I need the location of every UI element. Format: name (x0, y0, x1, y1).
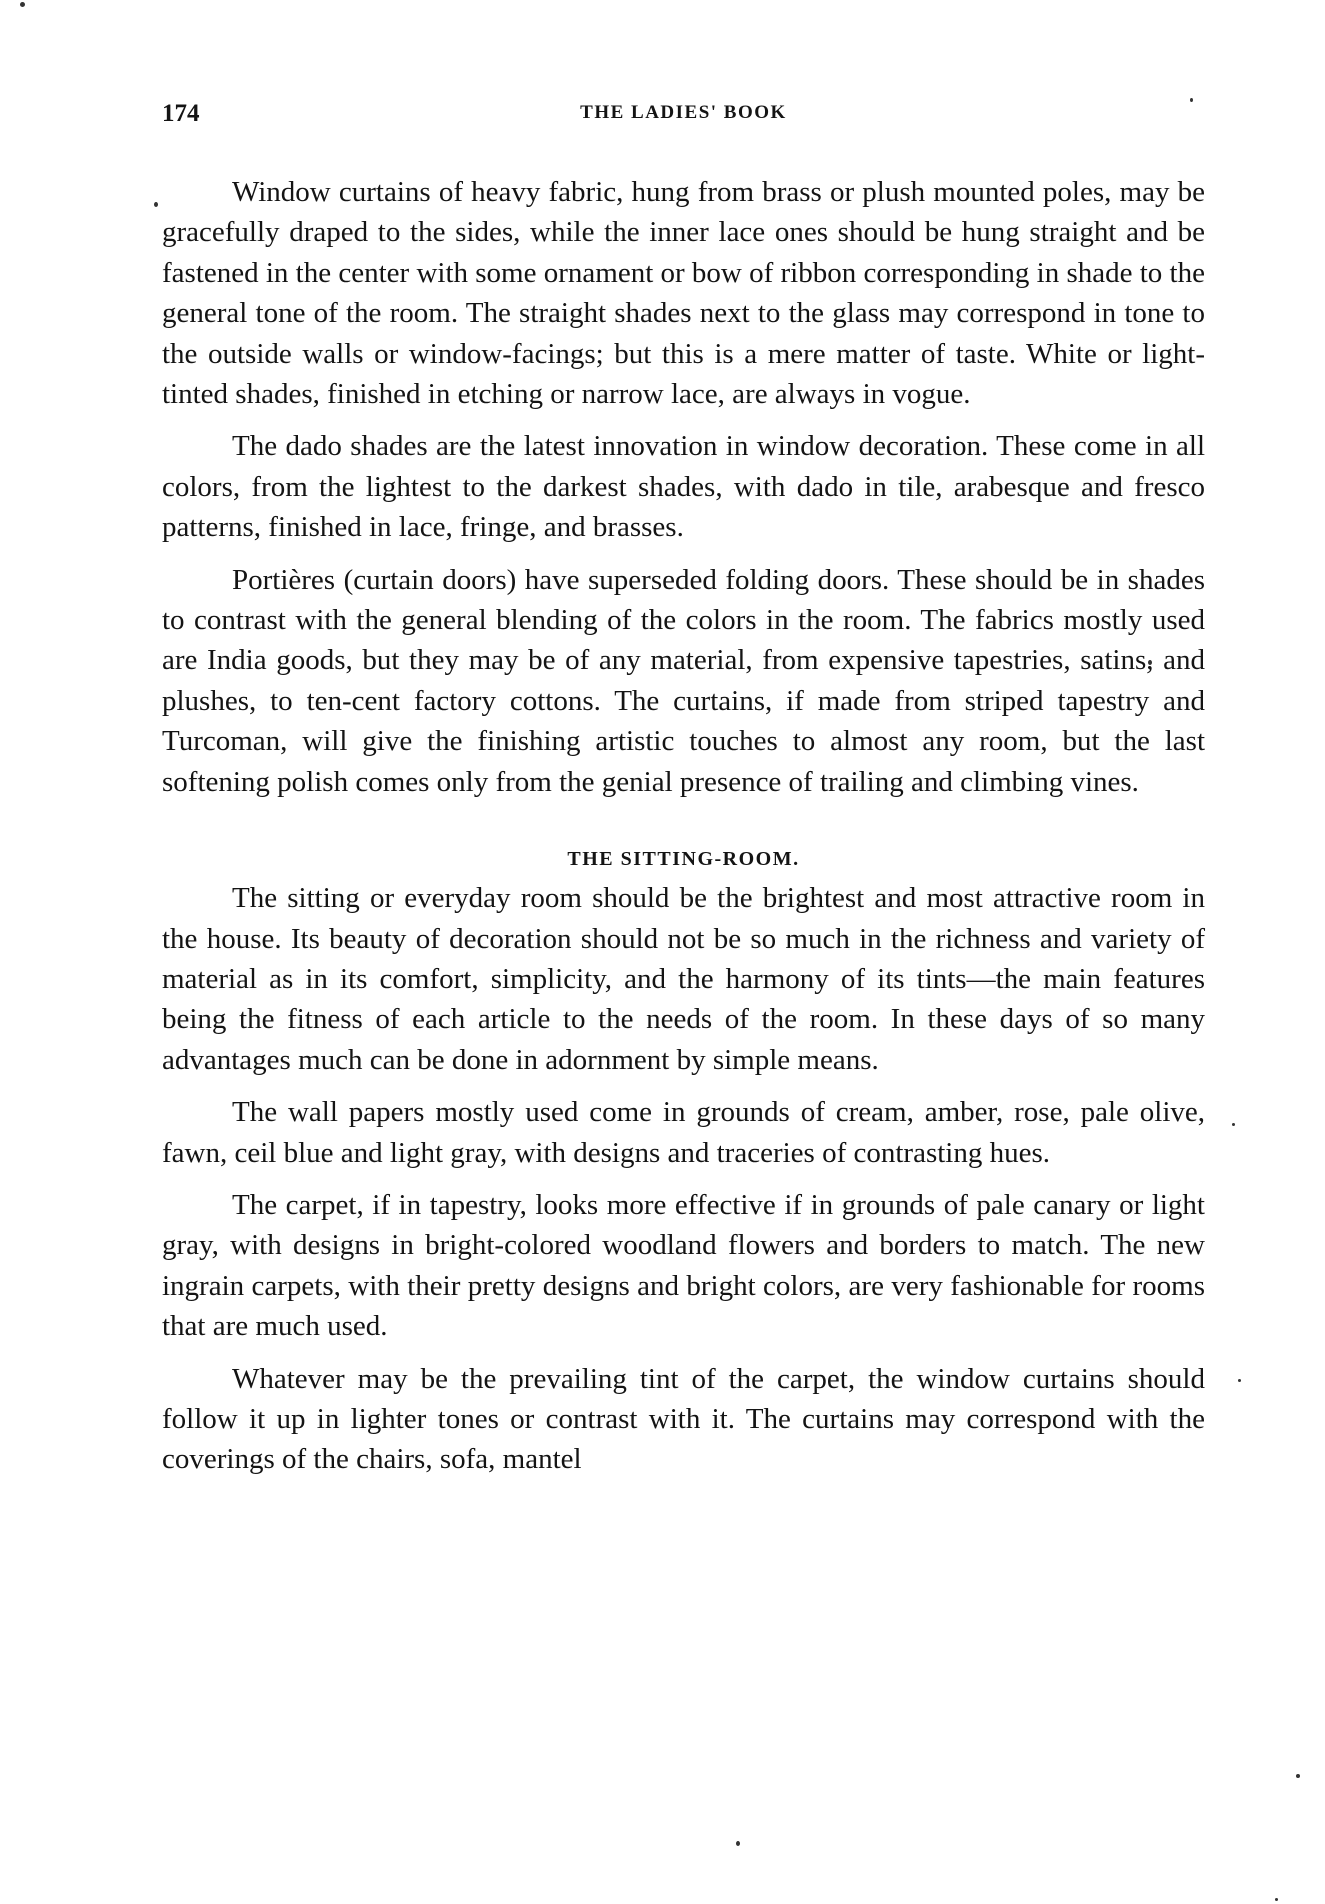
scan-speck (1275, 1898, 1278, 1901)
paragraph-portieres: Portières (curtain doors) have superseded folding doors. These should be in shades to contrast with the general blending of the colors in the room. The fabrics mostly used are India goods, but they may be of any material, from expensive tapestries, satins, and plushes, to ten-cent factory cottons. The curtains, if made from striped tapestry and Turcoman, will give the finishing artistic touches to almost any room, but the last softening polish comes only from the genial presence of trailing and climbing vines. (162, 563, 1205, 798)
scan-speck (1296, 1774, 1300, 1778)
paragraph-sitting-room: The sitting or everyday room should be the brightest and most attractive room in the house. Its beauty of decoration should not be so much in the richness and variety of material as in its comfort, simplicity, and the harmony of its tints—the main features being the fitness of each article to the needs of the room. In these days of so many advantages much can be done in adornment by simple means. (162, 882, 1205, 1076)
paragraph-wall-papers: The wall papers mostly used come in grounds of cream, amber, rose, pale olive, fawn, ceil blue and light gray, with designs and traceries of contrasting hues. (162, 1096, 1205, 1169)
running-title: THE LADIES' BOOK (580, 102, 787, 123)
paragraph-dado-shades: The dado shades are the latest innovation in window decoration. These come in all colors, from the lightest to the darkest shades, with dado in tile, arabesque and fresco patterns, finished in lace, fringe, and brasses. (162, 430, 1205, 544)
paragraph-window-curtains-tint: Whatever may be the prevailing tint of the carpet, the window curtains should follow it up in lighter tones or contrast with it. The curtains may correspond with the coverings of the chairs, sofa, mantel (162, 1362, 1205, 1476)
scan-speck (154, 202, 158, 207)
scan-speck (20, 2, 25, 7)
page-number: 174 (162, 100, 200, 127)
body-text (162, 172, 1205, 1480)
scan-speck (736, 1841, 740, 1846)
page-header (162, 100, 1205, 140)
section-heading: THE SITTING-ROOM. (567, 848, 800, 871)
paragraph-carpet: The carpet, if in tapestry, looks more effective if in grounds of pale canary or light gray, with designs in bright-colored woodland flowers and borders to match. The new ingrain carpets, with their pretty designs and bright colors, are very fashionable for rooms that are much used. (162, 1188, 1205, 1343)
paragraph-window-curtains: Window curtains of heavy fabric, hung from brass or plush mounted poles, may be gracefully draped to the sides, while the inner lace ones should be hung straight and be fastened in the center with some ornament or bow of ribbon corresponding in shade to the general tone of the room. The straight shades next to the glass may correspond in tone to the outside walls or window-facings; but this is a mere matter of taste. White or light-tinted shades, finished in etching or narrow lace, are always in vogue. (162, 176, 1205, 411)
scan-speck (1238, 1379, 1241, 1382)
scan-speck (1232, 1123, 1235, 1126)
